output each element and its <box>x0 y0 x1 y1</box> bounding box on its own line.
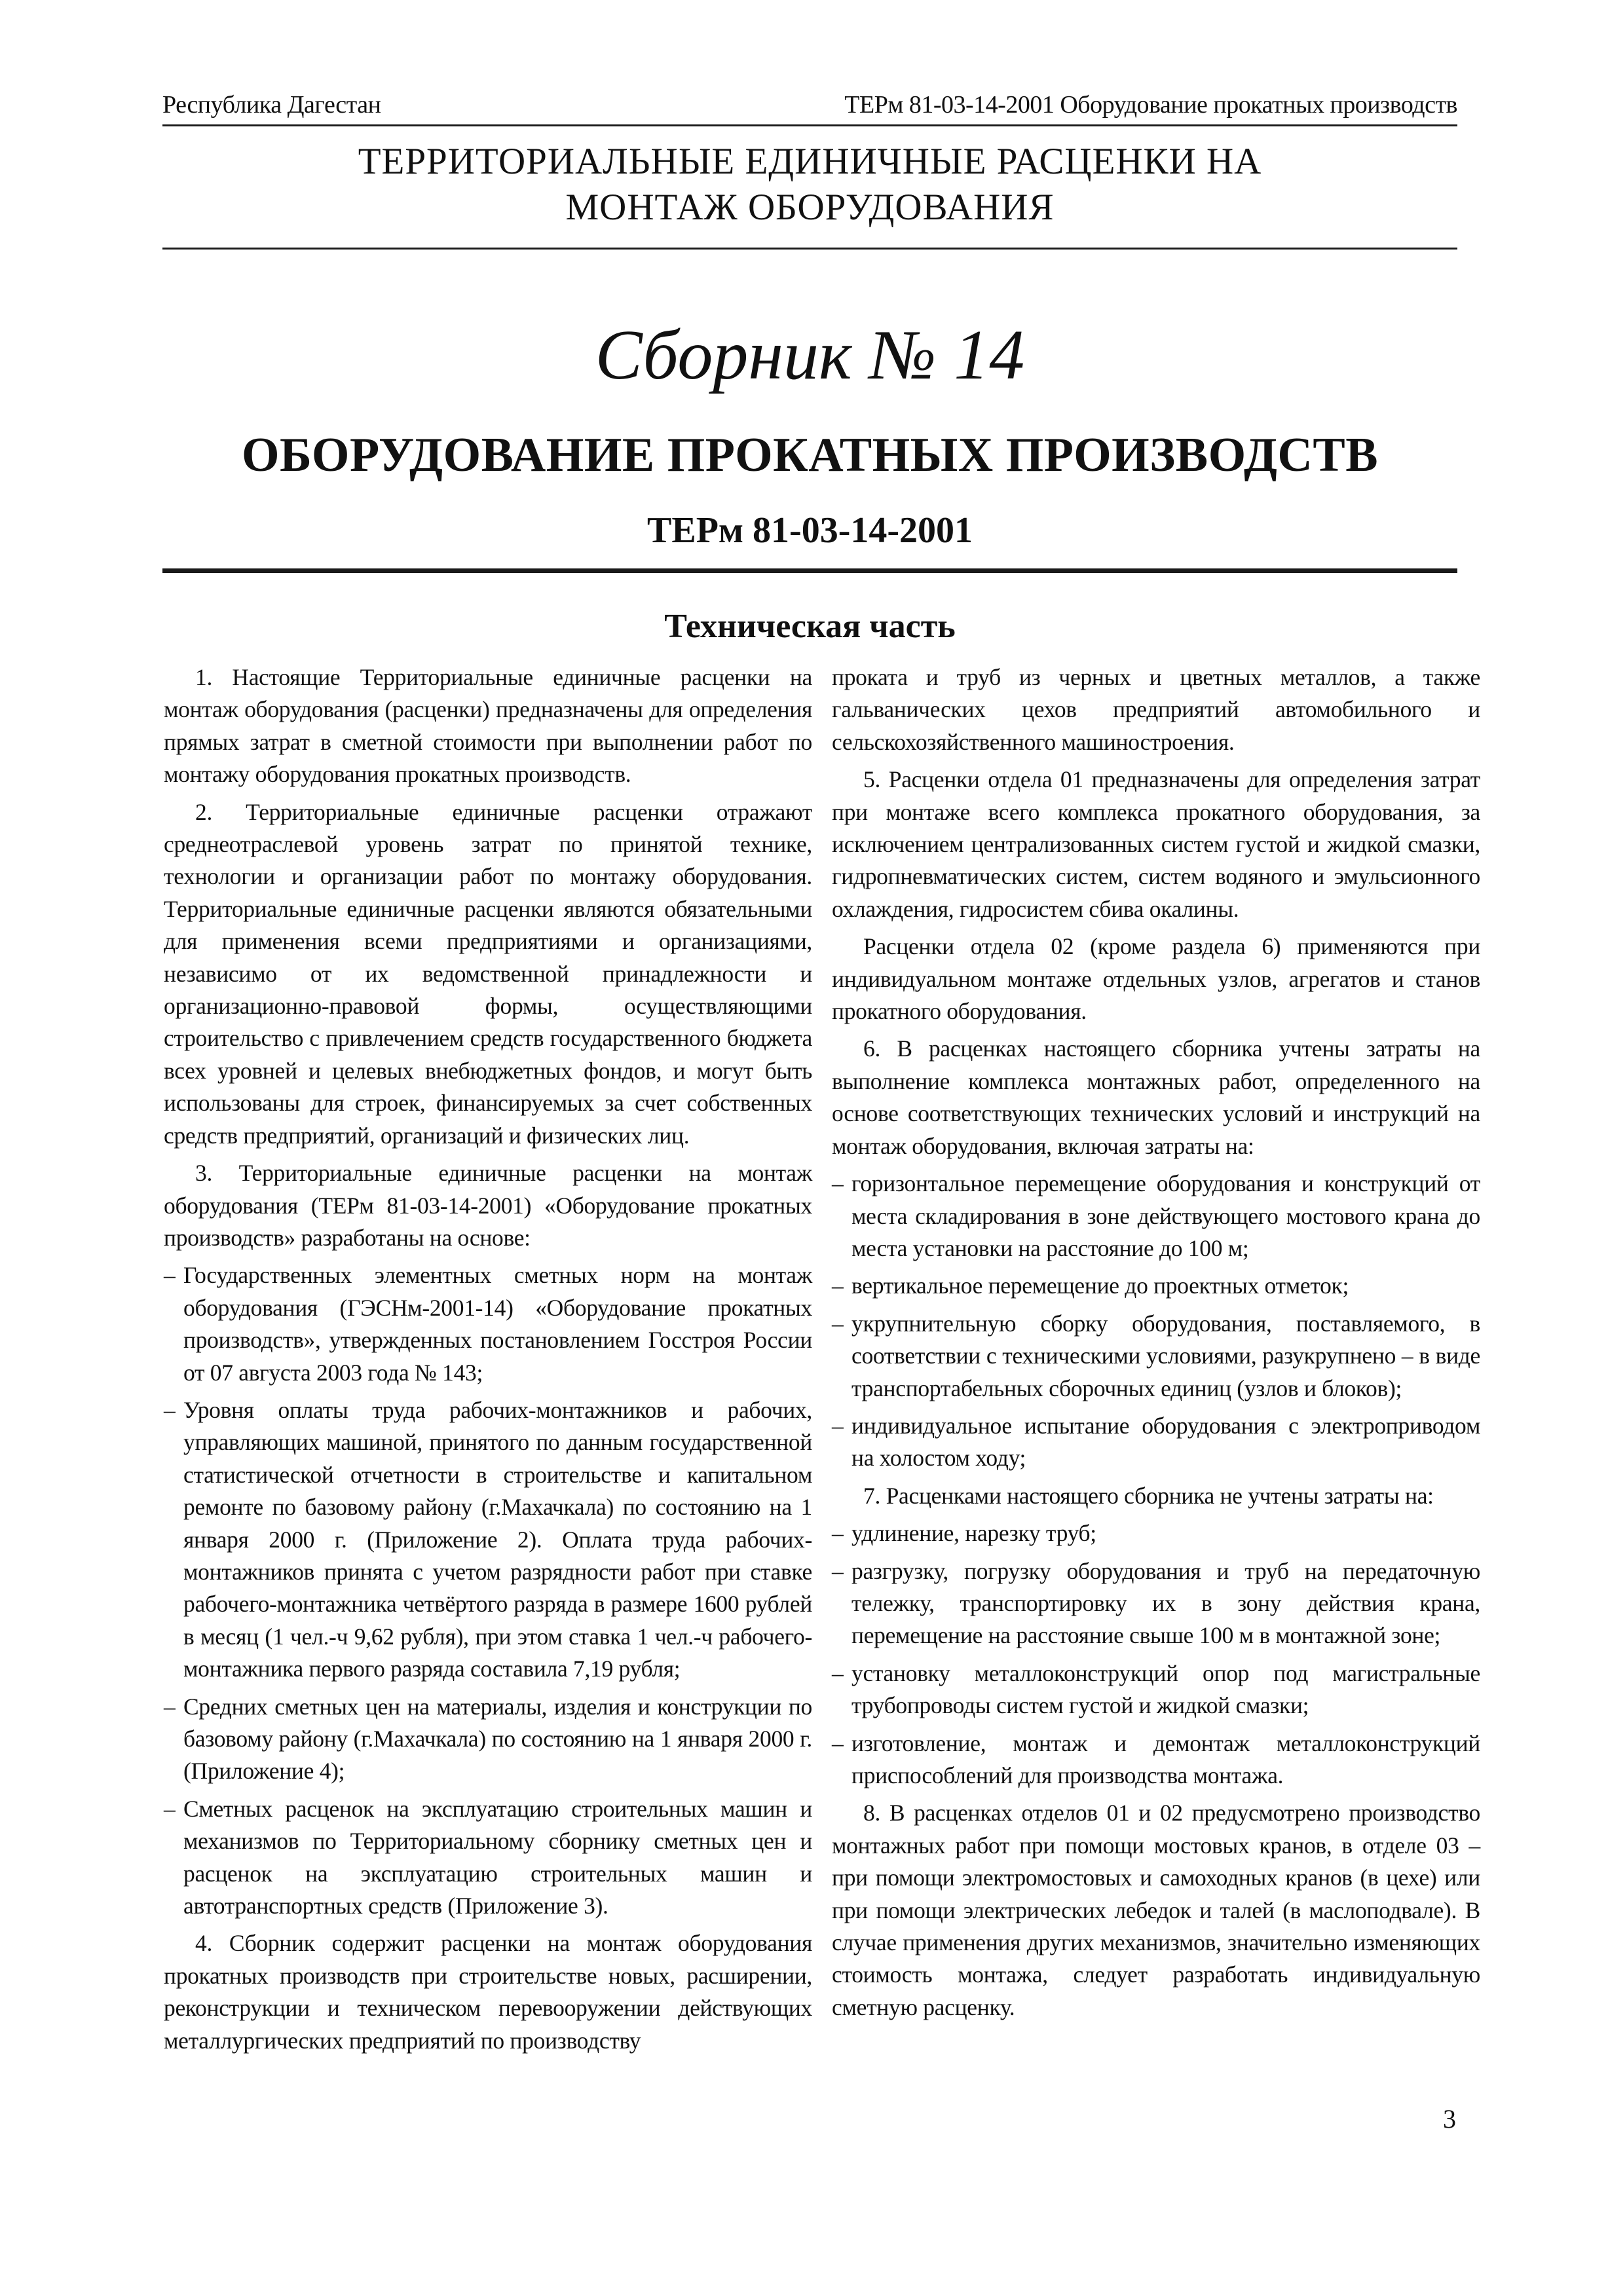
paragraph-4: 4. Сборник содержит расценки на монтаж оборудования прокатных производств при строительстве новых, расширении, реконструкции и техническом перевооружении действующих металлургических предприятий по производству <box>164 1930 812 2054</box>
basis-list <box>164 1259 812 1922</box>
page-number: 3 <box>1443 2104 1456 2134</box>
header-region: Республика Дагестан <box>162 91 381 119</box>
list-item: – Средних сметных цен на материалы, изделия и конструкции по базовому району (г.Махачкала) по состоянию на 1 января 2000 г. (Приложение 4); <box>164 1691 812 1788</box>
main-title <box>162 139 1457 231</box>
document-code: ТЕРм 81-03-14-2001 <box>647 510 973 551</box>
list-item: – удлинение, нарезку труб; <box>832 1517 1480 1549</box>
paragraph-2: 2. Территориальные единичные расценки отражают среднеотраслевой уровень затрат по принятой технике, технологии и организации работ по монтажу оборудования. Территориальные единичные расценки являются обязательными для применения всеми предприятиями и организациями, независимо от их ведомственной принадлежности и организационно-правовой формы, осуществляющими строительство с привлечением средств государственного бюджета всех уровней и целевых внебюджетных фондов, и могут быть использованы для строек, финансируемых за счет собственных средств предприятий, организаций и физических лиц. <box>164 798 812 1149</box>
section-title: ОБОРУДОВАНИЕ ПРОКАТНЫХ ПРОИЗВОДСТВ <box>241 428 1379 482</box>
paragraph-7: 7. Расценками настоящего сборника не учтены затраты на: <box>863 1482 1434 1509</box>
list-item: – Уровня оплаты труда рабочих-монтажников и рабочих, управляющих машиной, принятого по данным государственной статистической отчетности в строительстве и капитальном ремонте по базовому району (г.Махачкала) по состоянию на 1 января 2000 г. (Приложение 2). Оплата труда рабочих-монтажников принята с учетом разрядности работ при ставке рабочего-монтажника четвёртого разряда в размере 1600 рублей в месяц (1 чел.-ч 9,62 рубля), при этом ставка 1 чел.-ч рабочего-монтажника первого разряда составила 7,19 рубля; <box>164 1394 812 1686</box>
subtitle: Техническая часть <box>664 608 956 645</box>
list-item: – изготовление, монтаж и демонтаж металлоконструкций приспособлений для производства монтажа. <box>832 1728 1480 1792</box>
paragraph-5: 5. Расценки отдела 01 предназначены для определения затрат при монтаже всего комплекса прокатного оборудования, за исключением централизованных систем густой и жидкой смазки, гидропневматических систем, систем водяного и эмульсионного охлаждения, гидросистем сбива окалины. <box>832 766 1480 922</box>
main-title-line-2: МОНТАЖ ОБОРУДОВАНИЯ <box>565 187 1055 228</box>
main-title-line-1: ТЕРРИТОРИАЛЬНЫЕ ЕДИНИЧНЫЕ РАСЦЕНКИ НА <box>358 141 1262 182</box>
paragraph-3: 3. Территориальные единичные расценки на монтаж оборудования (ТЕРм 81-03-14-2001) «Оборудование прокатных производств» разработаны на основе: <box>164 1160 812 1251</box>
list-item: – индивидуальное испытание оборудования с электроприводом на холостом ходу; <box>832 1410 1480 1475</box>
list-item: – вертикальное перемещение до проектных отметок; <box>832 1270 1480 1302</box>
included-costs-list <box>832 1168 1480 1475</box>
right-column <box>832 661 1480 2029</box>
title-rule <box>162 248 1457 250</box>
header-document-code: ТЕРм 81-03-14-2001 Оборудование прокатных производств <box>844 91 1457 119</box>
paragraph-4-continued: проката и труб из черных и цветных металлов, а также гальванических цехов предприятий автомобильного и сельскохозяйственного машиностроения. <box>832 664 1480 755</box>
list-item: – разгрузку, погрузку оборудования и труб на передаточную тележку, транспортировку их в зону действия крана, перемещение на расстояние свыше 100 м в монтажной зоне; <box>832 1555 1480 1652</box>
left-column <box>164 661 812 2062</box>
header-rule <box>162 124 1457 126</box>
list-item: – Сметных расценок на эксплуатацию строительных машин и механизмов по Территориальному сборнику сметных цен и расценок на эксплуатацию строительных машин и автотранспортных средств (Приложение 3). <box>164 1793 812 1923</box>
excluded-costs-list <box>832 1517 1480 1792</box>
list-item: – установку металлоконструкций опор под магистральные трубопроводы систем густой и жидкой смазки; <box>832 1657 1480 1722</box>
thick-rule <box>162 568 1457 573</box>
paragraph-8: 8. В расценках отделов 01 и 02 предусмотрено производство монтажных работ при помощи мостовых кранов, в отделе 03 – при помощи электромостовых и самоходных кранов (в цехе) или при помощи электрических лебедок и талей (в маслоподвале). В случае применения других механизмов, значительно изменяющих стоимость монтажа, следует разработать индивидуальную сметную расценку. <box>832 1800 1480 2020</box>
paragraph-5b: Расценки отдела 02 (кроме раздела 6) применяются при индивидуальном монтаже отдельных узлов, агрегатов и станов прокатного оборудования. <box>832 933 1480 1025</box>
running-header <box>162 80 1457 119</box>
paragraph-1: 1. Настоящие Территориальные единичные расценки на монтаж оборудования (расценки) предназначены для определения прямых затрат в сметной стоимости при выполнении работ по монтажу оборудования прокатных производств. <box>164 664 812 788</box>
list-item: – укрупнительную сборку оборудования, поставляемого, в соответствии с техническими условиями, разукрупнено – в виде транспортабельных сборочных единиц (узлов и блоков); <box>832 1308 1480 1405</box>
paragraph-6: 6. В расценках настоящего сборника учтены затраты на выполнение комплекса монтажных работ, определенного на основе соответствующих технических условий и инструкций на монтаж оборудования, включая затраты на: <box>832 1035 1480 1159</box>
list-item: – горизонтальное перемещение оборудования и конструкций от места складирования в зоне действующего мостового крана до места установки на расстояние до 100 м; <box>832 1168 1480 1265</box>
list-item: – Государственных элементных сметных норм на монтаж оборудования (ГЭСНм-2001-14) «Оборудование прокатных производств», утвержденных постановлением Госстроя России от 07 августа 2003 года № 143; <box>164 1259 812 1389</box>
collection-number: Сборник № 14 <box>595 316 1025 394</box>
